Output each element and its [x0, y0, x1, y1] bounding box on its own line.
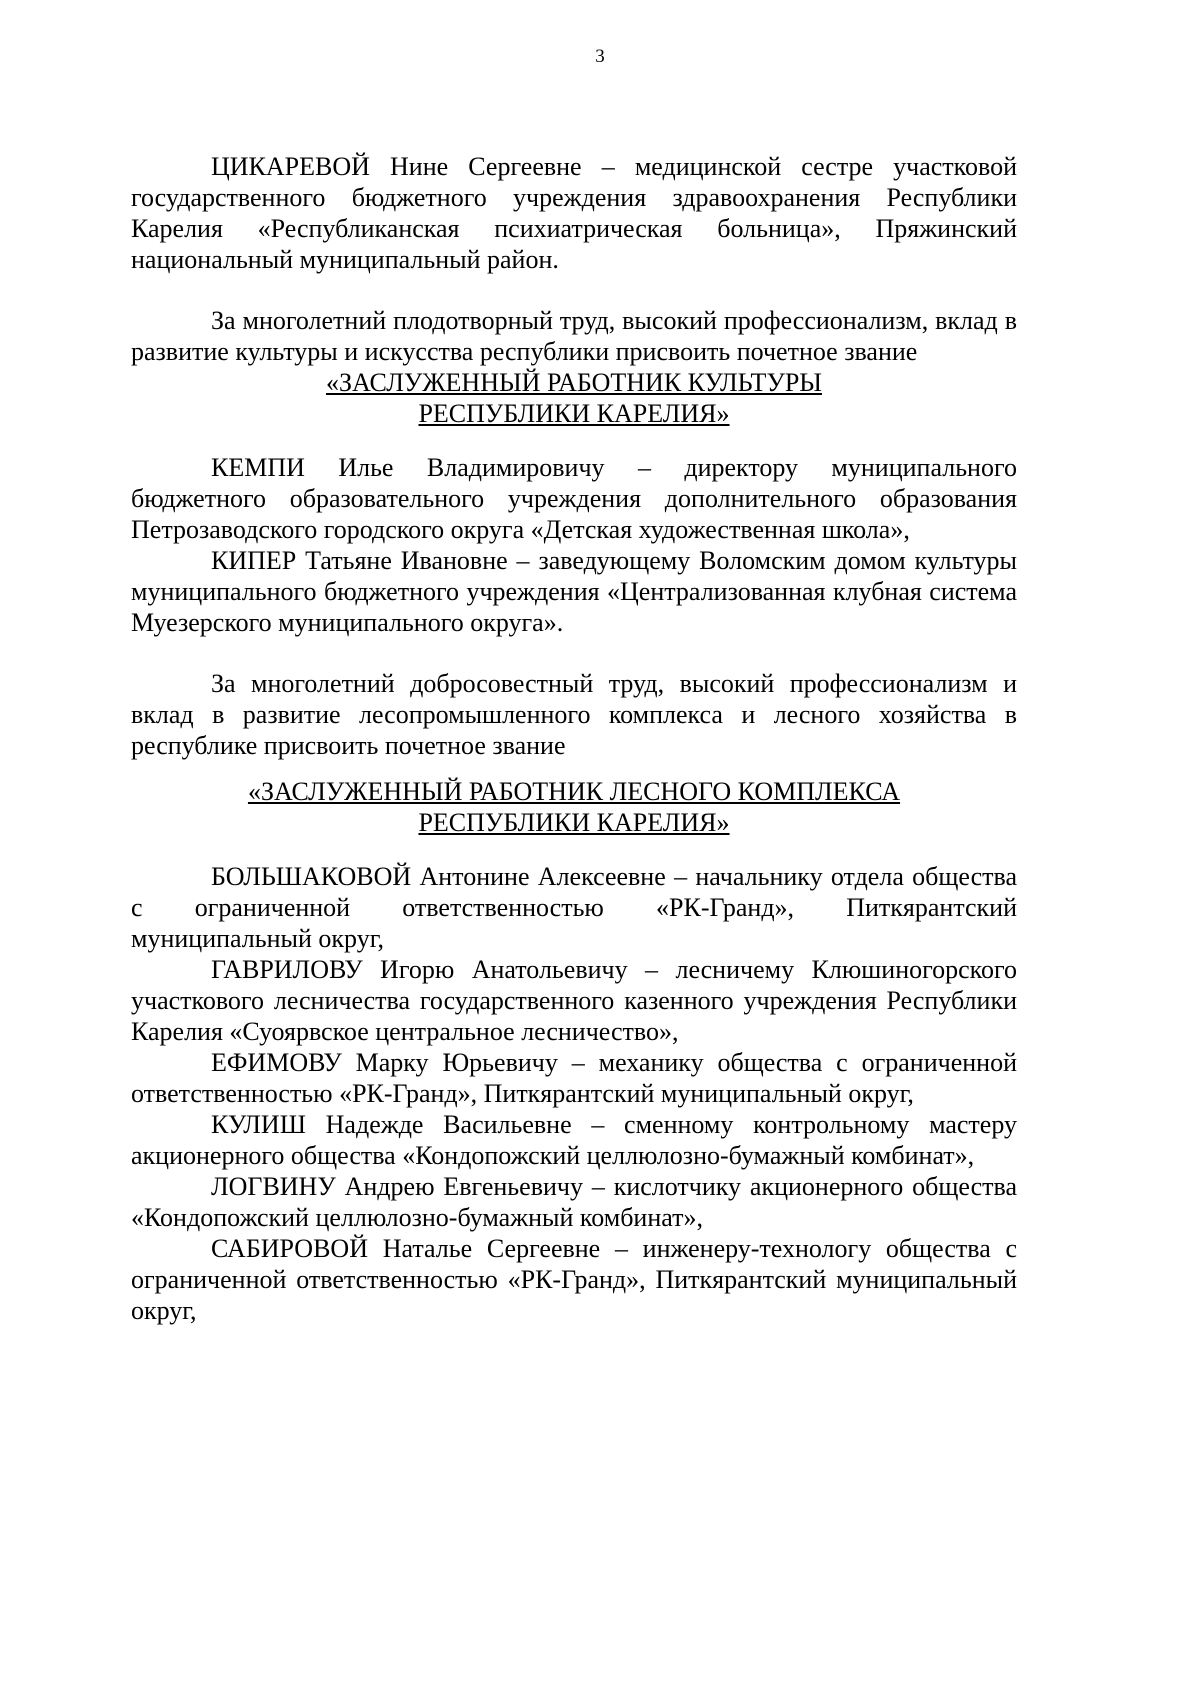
forestry-intro-paragraph: За многолетний добросовестный труд, высокий профессионализм и вклад в развитие лесопромышленного комплекса и лесного хозяйства в республике присвоить почетное звание	[131, 669, 1017, 760]
forestry-title-line1: «ЗАСЛУЖЕННЫЙ РАБОТНИК ЛЕСНОГО КОМПЛЕКСА	[247, 777, 901, 806]
award-paragraph-gavrilov: ГАВРИЛОВУ Игорю Анатольевичу – лесничему Клюшиногорского участкового лесничества государственного казенного учреждения Республики Карелия «Суоярвское центральное лесничество»,	[131, 955, 1017, 1046]
culture-title-line1: «ЗАСЛУЖЕННЫЙ РАБОТНИК КУЛЬТУРЫ	[326, 368, 822, 397]
culture-title	[131, 367, 1017, 429]
award-paragraph-kempi: КЕМПИ Илье Владимировичу – директору муниципального бюджетного образовательного учреждения дополнительного образования Петрозаводского городского округа «Детская художественная школа»,	[131, 453, 1017, 544]
award-paragraph-kiper: КИПЕР Татьяне Ивановне – заведующему Воломским домом культуры муниципального бюджетного учреждения «Централизованная клубная система Муезерского муниципального округа».	[131, 546, 1017, 637]
document-body	[131, 151, 1017, 1326]
spacer	[131, 761, 1017, 776]
culture-intro-paragraph: За многолетний плодотворный труд, высокий профессионализм, вклад в развитие культуры и искусства республики присвоить почетное звание	[131, 306, 1017, 366]
forestry-title	[131, 776, 1017, 838]
award-paragraph-tsikareva: ЦИКАРЕВОЙ Нине Сергеевне – медицинской сестре участковой государственного бюджетного учреждения здравоохранения Республики Карелия «Республиканская психиатрическая больница», Пряжинский национальный муниципальный район.	[131, 152, 1017, 274]
spacer	[131, 838, 1017, 861]
award-paragraph-efimov: ЕФИМОВУ Марку Юрьевичу – механику общества с ограниченной ответственностью «РК-Гранд», Питкярантский муниципальный округ,	[131, 1048, 1017, 1108]
spacer	[131, 429, 1017, 452]
award-paragraph-logvin: ЛОГВИНУ Андрею Евгеньевичу – кислотчику акционерного общества «Кондопожский целлюлозно-бумажный комбинат»,	[131, 1172, 1017, 1232]
spacer	[131, 275, 1017, 305]
award-paragraph-kulish: КУЛИШ Надежде Васильевне – сменному контрольному мастеру акционерного общества «Кондопожский целлюлозно-бумажный комбинат»,	[131, 1110, 1017, 1170]
spacer	[131, 638, 1017, 668]
award-paragraph-bolshakova: БОЛЬШАКОВОЙ Антонине Алексеевне – начальнику отдела общества с ограниченной ответственностью «РК-Гранд», Питкярантский муниципальный округ,	[131, 862, 1017, 953]
page-number: 3	[595, 46, 605, 67]
award-paragraph-sabirova: САБИРОВОЙ Наталье Сергеевне – инженеру-технологу общества с ограниченной ответственностью «РК-Гранд», Питкярантский муниципальный округ,	[131, 1234, 1017, 1325]
forestry-title-line2: РЕСПУБЛИКИ КАРЕЛИЯ»	[418, 808, 730, 837]
culture-title-line2: РЕСПУБЛИКИ КАРЕЛИЯ»	[418, 399, 730, 428]
